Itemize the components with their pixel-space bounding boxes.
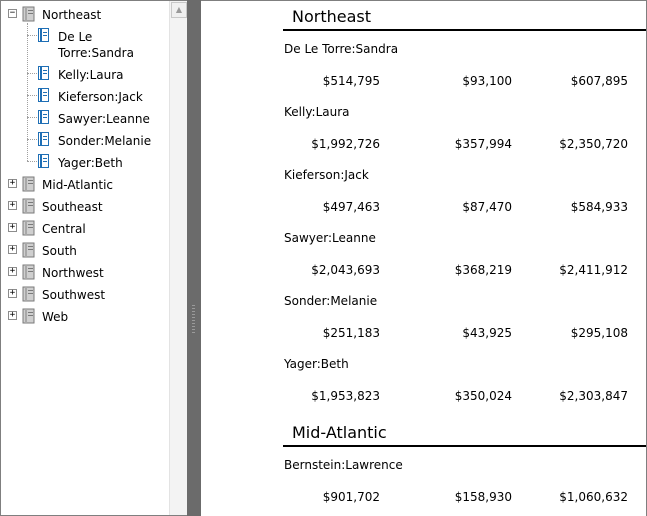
region-book-icon <box>22 242 36 258</box>
collapse-toggle-icon[interactable]: − <box>9 8 16 18</box>
expand-toggle-icon[interactable]: + <box>9 178 16 188</box>
region-book-icon <box>22 176 36 192</box>
report-employee-name: Sawyer:Leanne <box>284 231 376 245</box>
report-amount-col2: $87,470 <box>462 200 512 214</box>
report-amount-col1: $1,953,823 <box>311 389 380 403</box>
report-amount-col3: $2,350,720 <box>559 137 628 151</box>
tree-connector <box>27 95 37 96</box>
report-amount-col1: $901,702 <box>322 490 380 504</box>
region-book-icon <box>22 220 36 236</box>
report-amount-col3: $2,303,847 <box>559 389 628 403</box>
tree-connector <box>27 23 28 161</box>
tree-item-employee[interactable]: Sawyer:Leanne <box>58 112 150 126</box>
region-divider <box>283 29 647 31</box>
pane-splitter[interactable] <box>187 0 201 516</box>
tree-connector <box>27 73 37 74</box>
tree-item-southeast[interactable]: Southeast <box>42 200 103 214</box>
expand-toggle-icon[interactable]: + <box>9 200 16 210</box>
expand-toggle-icon[interactable]: + <box>9 222 16 232</box>
tree-connector <box>27 35 37 36</box>
tree-item-employee[interactable]: Kieferson:Jack <box>58 90 143 104</box>
report-amount-col2: $350,024 <box>454 389 512 403</box>
report-amount-col3: $607,895 <box>570 74 628 88</box>
expand-toggle-icon[interactable]: + <box>9 244 16 254</box>
report-pane <box>201 0 647 516</box>
report-employee-name: De Le Torre:Sandra <box>284 42 399 56</box>
tree-item-employee[interactable]: Sonder:Melanie <box>58 134 152 148</box>
report-amount-col1: $2,043,693 <box>311 263 380 277</box>
employee-book-icon <box>38 132 50 146</box>
employee-book-icon <box>38 110 50 124</box>
tree-scrollbar[interactable] <box>169 1 187 515</box>
employee-book-icon <box>38 66 50 80</box>
tree-item-employee[interactable]: Kelly:Laura <box>58 68 124 82</box>
report-amount-col2: $93,100 <box>462 74 512 88</box>
report-amount-col3: $2,411,912 <box>559 263 628 277</box>
employee-book-icon <box>38 88 50 102</box>
report-employee-name: Kelly:Laura <box>284 105 350 119</box>
report-region-title: Northeast <box>292 7 372 26</box>
tree-item-northwest[interactable]: Northwest <box>42 266 104 280</box>
report-employee-name: Sonder:Melanie <box>284 294 378 308</box>
region-book-icon <box>22 264 36 280</box>
navigation-tree <box>1 1 169 515</box>
expand-toggle-icon[interactable]: + <box>9 310 16 320</box>
report-amount-col3: $1,060,632 <box>559 490 628 504</box>
report-employee-name: Yager:Beth <box>284 357 349 371</box>
splitter-grip-icon[interactable] <box>192 305 195 335</box>
report-amount-col3: $584,933 <box>570 200 628 214</box>
tree-item-employee[interactable]: De Le <box>58 30 93 44</box>
tree-item-web[interactable]: Web <box>42 310 69 324</box>
report-amount-col2: $357,994 <box>454 137 512 151</box>
region-book-icon <box>22 286 36 302</box>
report-amount-col2: $158,930 <box>454 490 512 504</box>
tree-item-southwest[interactable]: Southwest <box>42 288 106 302</box>
report-amount-col2: $368,219 <box>454 263 512 277</box>
report-amount-col2: $43,925 <box>462 326 512 340</box>
report-amount-col1: $251,183 <box>322 326 380 340</box>
employee-book-icon <box>38 154 50 168</box>
region-book-icon <box>22 198 36 214</box>
tree-item-northeast[interactable]: Northeast <box>42 8 102 22</box>
region-divider <box>283 445 647 447</box>
report-amount-col1: $497,463 <box>322 200 380 214</box>
report-region-title: Mid-Atlantic <box>292 423 387 442</box>
region-book-icon <box>22 6 36 22</box>
tree-item-central[interactable]: Central <box>42 222 86 236</box>
employee-book-icon <box>38 28 50 42</box>
tree-item-south[interactable]: South <box>42 244 77 258</box>
tree-connector <box>27 161 37 162</box>
tree-pane <box>0 0 187 516</box>
report-amount-col1: $1,992,726 <box>311 137 380 151</box>
report-employee-name: Kieferson:Jack <box>284 168 369 182</box>
tree-connector <box>27 139 37 140</box>
report-amount-col1: $514,795 <box>322 74 380 88</box>
tree-item-employee-line2[interactable]: Torre:Sandra <box>58 46 134 60</box>
tree-connector <box>27 117 37 118</box>
report-employee-name: Bernstein:Lawrence <box>284 458 403 472</box>
tree-item-mid-atlantic[interactable]: Mid-Atlantic <box>42 178 114 192</box>
expand-toggle-icon[interactable]: + <box>9 266 16 276</box>
region-book-icon <box>22 308 36 324</box>
expand-toggle-icon[interactable]: + <box>9 288 16 298</box>
tree-item-employee[interactable]: Yager:Beth <box>58 156 123 170</box>
report-amount-col3: $295,108 <box>570 326 628 340</box>
scroll-up-button[interactable]: ▲ <box>171 2 187 18</box>
